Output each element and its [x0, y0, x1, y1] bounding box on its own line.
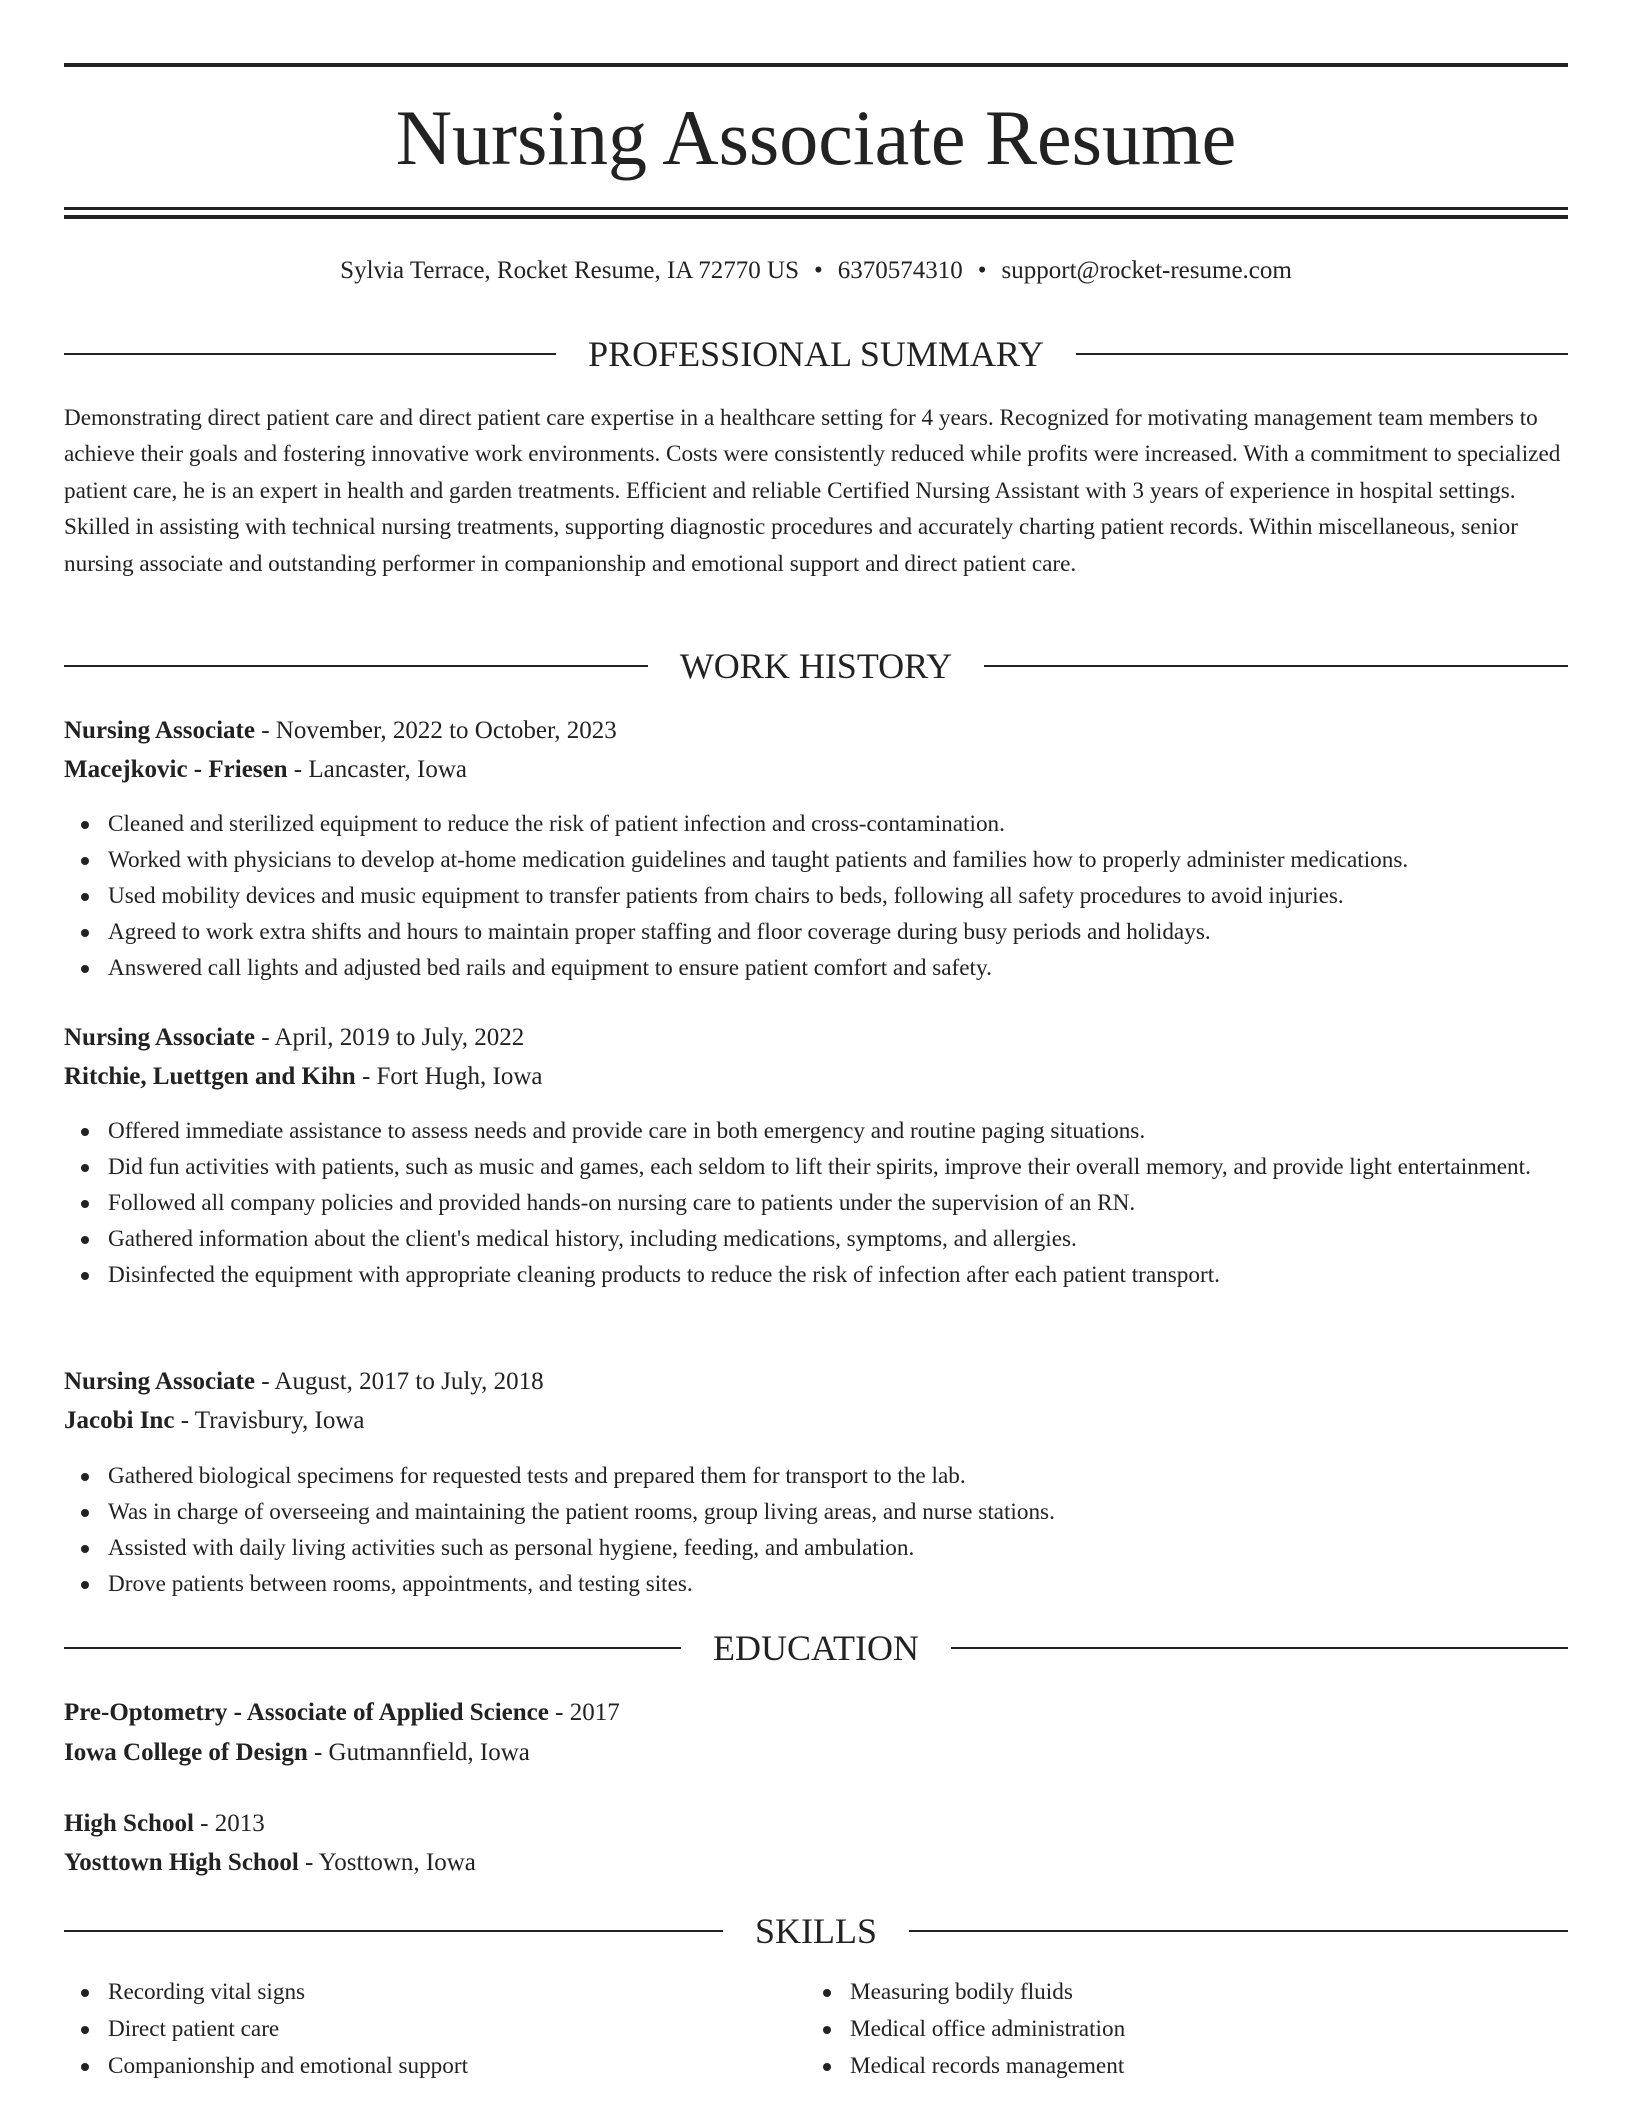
- education-location: - Gutmannfield, Iowa: [307, 1739, 530, 1766]
- skills-heading: [64, 1909, 1568, 1953]
- heading-rule-left: [64, 665, 648, 667]
- job-location: - Lancaster, Iowa: [287, 756, 467, 783]
- job-employer-line: [64, 752, 467, 788]
- work-history-heading: [64, 644, 1568, 688]
- education-school: Iowa College of Design: [64, 1739, 308, 1766]
- skill-item: Companionship and emotional support: [64, 2048, 764, 2085]
- education-school: Yosttown High School: [64, 1849, 299, 1876]
- job-title: Nursing Associate: [64, 717, 255, 744]
- heading-rule-left: [64, 1930, 723, 1932]
- list-item: Was in charge of overseeing and maintaining the patient rooms, group living areas, and nurse stations.: [64, 1494, 1568, 1530]
- contact-address: Sylvia Terrace, Rocket Resume, IA 72770 US: [340, 257, 799, 284]
- list-item: Worked with physicians to develop at-home medication guidelines and taught patients and families how to properly administer medications.: [64, 842, 1568, 878]
- education-location: - Yosttown, Iowa: [298, 1849, 476, 1876]
- title-double-rule: [64, 207, 1568, 219]
- list-item: Agreed to work extra shifts and hours to maintain proper staffing and floor coverage during busy periods and holidays.: [64, 914, 1568, 950]
- contact-line: [64, 254, 1568, 288]
- heading-rule-right: [909, 1930, 1568, 1932]
- top-rule: [64, 63, 1568, 67]
- summary-text: Demonstrating direct patient care and direct patient care expertise in a healthcare setting for 4 years. Recognized for motivating management team members to achieve their goals and fostering innovative work environments. Costs were consistently reduced while profits were increased. With a commitment to specialized patient care, he is an expert in health and garden treatments. Efficient and reliable Certified Nursing Assistant with 3 years of experience in hospital settings. Skilled in assisting with technical nursing treatments, supporting diagnostic procedures and accurately charting patient records. Within miscellaneous, senior nursing associate and outstanding performer in companionship and emotional support and direct patient care.: [64, 405, 1561, 577]
- skill-item: Medical records management: [806, 2048, 1506, 2085]
- resume-title: Nursing Associate Resume: [395, 94, 1237, 181]
- list-item: Drove patients between rooms, appointments, and testing sites.: [64, 1566, 1568, 1602]
- education-year: - 2017: [548, 1699, 620, 1726]
- list-item: Followed all company policies and provided hands-on nursing care to patients under the supervision of an RN.: [64, 1185, 1568, 1221]
- job-location: - Fort Hugh, Iowa: [355, 1063, 543, 1090]
- job-employer: Macejkovic - Friesen: [64, 756, 288, 783]
- heading-rule-right: [984, 665, 1568, 667]
- education-degree-line: [64, 1695, 620, 1731]
- job-employer: Ritchie, Luettgen and Kihn: [64, 1063, 356, 1090]
- job-bullets: [64, 1113, 1568, 1293]
- list-item: Offered immediate assistance to assess needs and provide care in both emergency and routine paging situations.: [64, 1113, 1568, 1149]
- summary-heading: [64, 332, 1568, 376]
- skills-heading-label: SKILLS: [755, 1911, 878, 1951]
- contact-separator: •: [977, 257, 987, 284]
- contact-phone: 6370574310: [837, 257, 963, 284]
- work-history-heading-label: WORK HISTORY: [679, 646, 953, 686]
- skill-item: Recording vital signs: [64, 1974, 764, 2011]
- job-title: Nursing Associate: [64, 1024, 255, 1051]
- job-employer-line: [64, 1059, 542, 1095]
- skill-item: Direct patient care: [64, 2011, 764, 2048]
- education-heading: [64, 1626, 1568, 1670]
- job-title-line: [64, 1364, 544, 1400]
- job-title-line: [64, 713, 617, 749]
- heading-rule-right: [1076, 353, 1568, 355]
- heading-rule-left: [64, 1647, 681, 1649]
- contact-email: support@rocket-resume.com: [1001, 257, 1292, 284]
- job-employer: Jacobi Inc: [64, 1407, 175, 1434]
- education-year: - 2013: [193, 1810, 265, 1837]
- skill-item: Medical office administration: [806, 2011, 1506, 2048]
- list-item: Cleaned and sterilized equipment to reduce the risk of patient infection and cross-contamination.: [64, 806, 1568, 842]
- skills-list-left: [64, 1974, 764, 2085]
- job-dates: - August, 2017 to July, 2018: [254, 1368, 544, 1395]
- education-heading-label: EDUCATION: [713, 1628, 919, 1668]
- list-item: Gathered biological specimens for requested tests and prepared them for transport to the lab.: [64, 1458, 1568, 1494]
- job-employer-line: [64, 1403, 364, 1439]
- list-item: Used mobility devices and music equipment to transfer patients from chairs to beds, following all safety procedures to avoid injuries.: [64, 878, 1568, 914]
- job-title: Nursing Associate: [64, 1368, 255, 1395]
- heading-rule-left: [64, 353, 556, 355]
- job-title-line: [64, 1020, 524, 1056]
- job-bullets: [64, 1458, 1568, 1602]
- list-item: Disinfected the equipment with appropriate cleaning products to reduce the risk of infection after each patient transport.: [64, 1257, 1568, 1293]
- skills-list-right: [806, 1974, 1506, 2085]
- education-degree: Pre-Optometry - Associate of Applied Science: [64, 1699, 549, 1726]
- education-degree-line: [64, 1806, 265, 1842]
- education-school-line: [64, 1845, 476, 1881]
- job-dates: - April, 2019 to July, 2022: [254, 1024, 525, 1051]
- list-item: Gathered information about the client's medical history, including medications, symptoms, and allergies.: [64, 1221, 1568, 1257]
- list-item: Did fun activities with patients, such as music and games, each seldom to lift their spirits, improve their overall memory, and provide light entertainment.: [64, 1149, 1568, 1185]
- summary-heading-label: PROFESSIONAL SUMMARY: [588, 334, 1044, 374]
- contact-separator: •: [814, 257, 823, 284]
- heading-rule-right: [951, 1647, 1568, 1649]
- education-degree: High School: [64, 1810, 194, 1837]
- list-item: Answered call lights and adjusted bed rails and equipment to ensure patient comfort and safety.: [64, 950, 1568, 986]
- job-dates: - November, 2022 to October, 2023: [254, 717, 617, 744]
- job-location: - Travisbury, Iowa: [174, 1407, 365, 1434]
- education-school-line: [64, 1735, 530, 1771]
- job-bullets: [64, 806, 1568, 986]
- list-item: Assisted with daily living activities such as personal hygiene, feeding, and ambulation.: [64, 1530, 1568, 1566]
- skill-item: Measuring bodily fluids: [806, 1974, 1506, 2011]
